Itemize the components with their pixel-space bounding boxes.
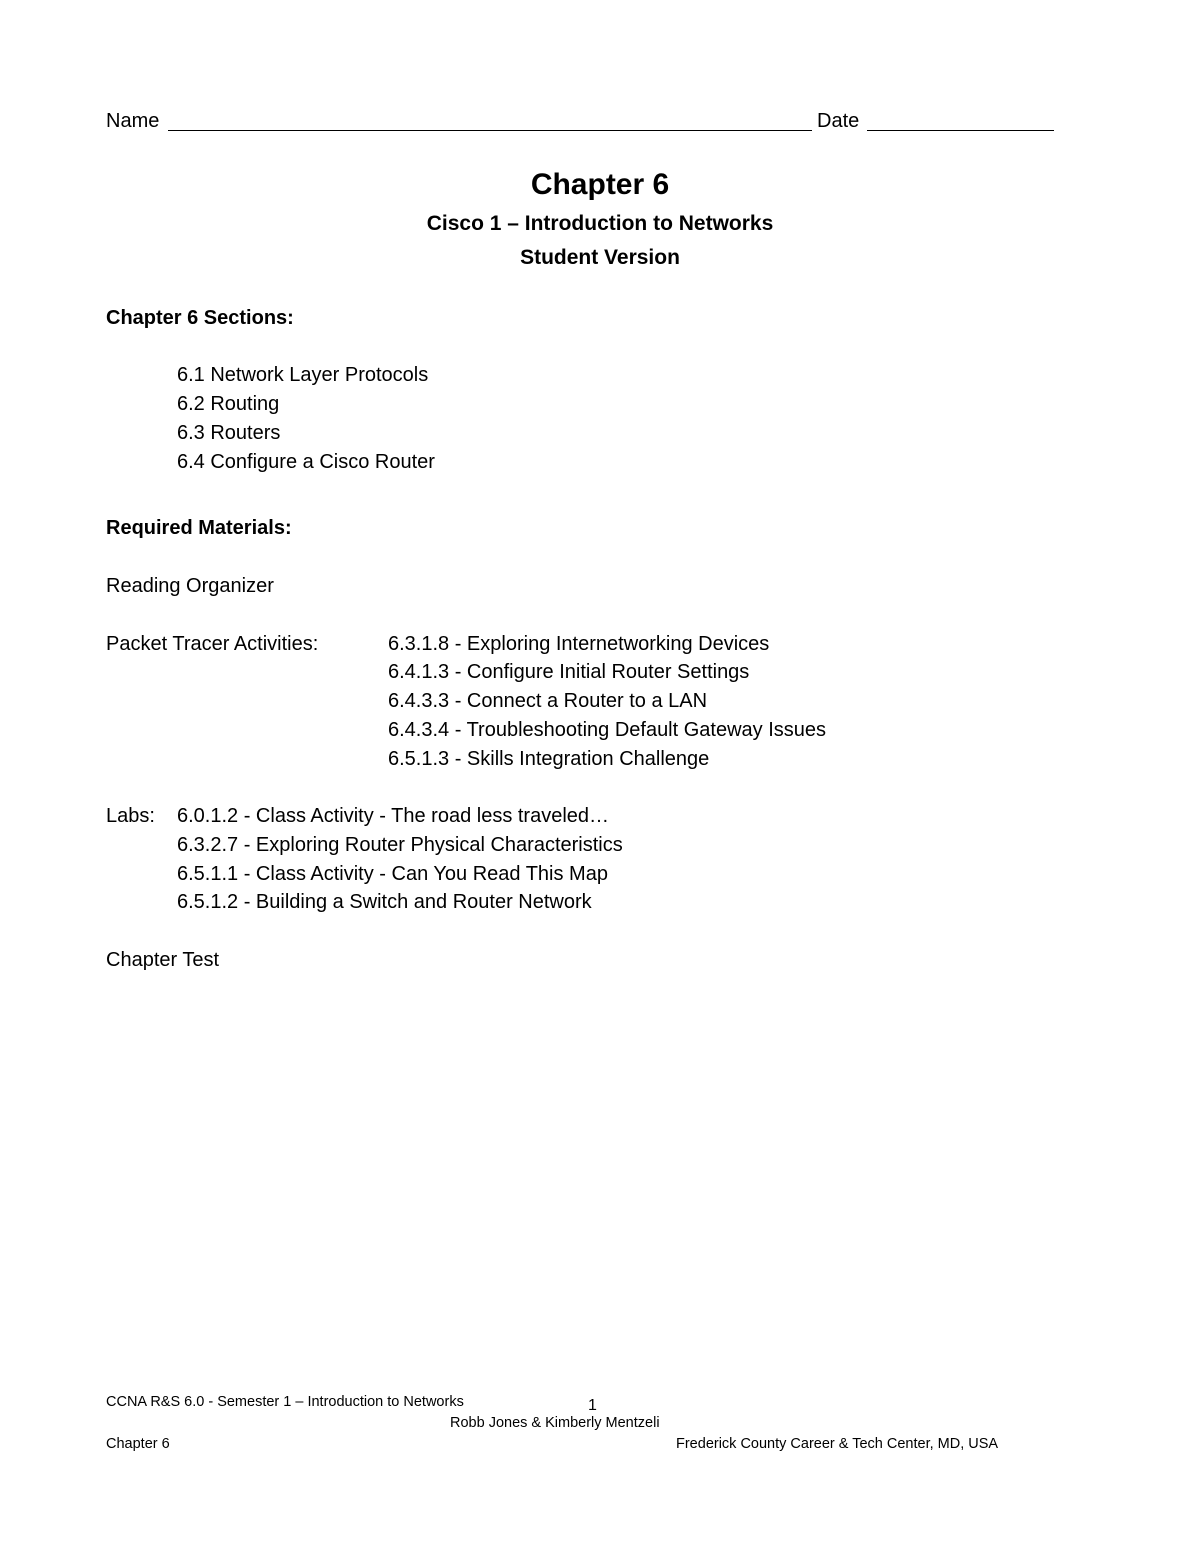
lab-item: 6.0.1.2 - Class Activity - The road less traveled… [177, 805, 610, 827]
footer-course-line: CCNA R&S 6.0 - Semester 1 – Introduction to Networks [106, 1394, 464, 1410]
packet-tracer-item: 6.4.3.3 - Connect a Router to a LAN [388, 690, 708, 712]
section-item: 6.4 Configure a Cisco Router [177, 451, 435, 473]
packet-tracer-item: 6.3.1.8 - Exploring Internetworking Devices [388, 633, 770, 655]
materials-heading: Required Materials: [106, 517, 292, 539]
lab-item: 6.3.2.7 - Exploring Router Physical Characteristics [177, 834, 623, 856]
reading-organizer: Reading Organizer [106, 575, 274, 597]
packet-tracer-item: 6.4.1.3 - Configure Initial Router Settings [388, 661, 750, 683]
packet-tracer-item: 6.4.3.4 - Troubleshooting Default Gateway Issues [388, 719, 827, 741]
date-field-line[interactable] [867, 130, 1054, 131]
chapter-test: Chapter Test [106, 949, 220, 971]
lab-item: 6.5.1.2 - Building a Switch and Router Network [177, 891, 592, 913]
sections-heading: Chapter 6 Sections: [106, 307, 294, 329]
lab-item: 6.5.1.1 - Class Activity - Can You Read This Map [177, 863, 608, 885]
footer-authors: Robb Jones & Kimberly Mentzeli [450, 1415, 660, 1431]
packet-tracer-label: Packet Tracer Activities: [106, 633, 319, 655]
page-number: 1 [588, 1397, 597, 1414]
section-item: 6.1 Network Layer Protocols [177, 364, 429, 386]
footer-institution: Frederick County Career & Tech Center, MD, USA [676, 1436, 999, 1452]
section-item: 6.2 Routing [177, 393, 280, 415]
packet-tracer-item: 6.5.1.3 - Skills Integration Challenge [388, 748, 710, 770]
labs-label: Labs: [106, 805, 155, 827]
footer-chapter: Chapter 6 [106, 1436, 170, 1452]
version-title: Student Version [520, 246, 680, 269]
name-field-line[interactable] [168, 130, 812, 131]
date-label: Date [817, 110, 860, 132]
name-label: Name [106, 110, 160, 132]
chapter-title: Chapter 6 [530, 168, 670, 201]
course-title: Cisco 1 – Introduction to Networks [426, 212, 774, 235]
section-item: 6.3 Routers [177, 422, 281, 444]
